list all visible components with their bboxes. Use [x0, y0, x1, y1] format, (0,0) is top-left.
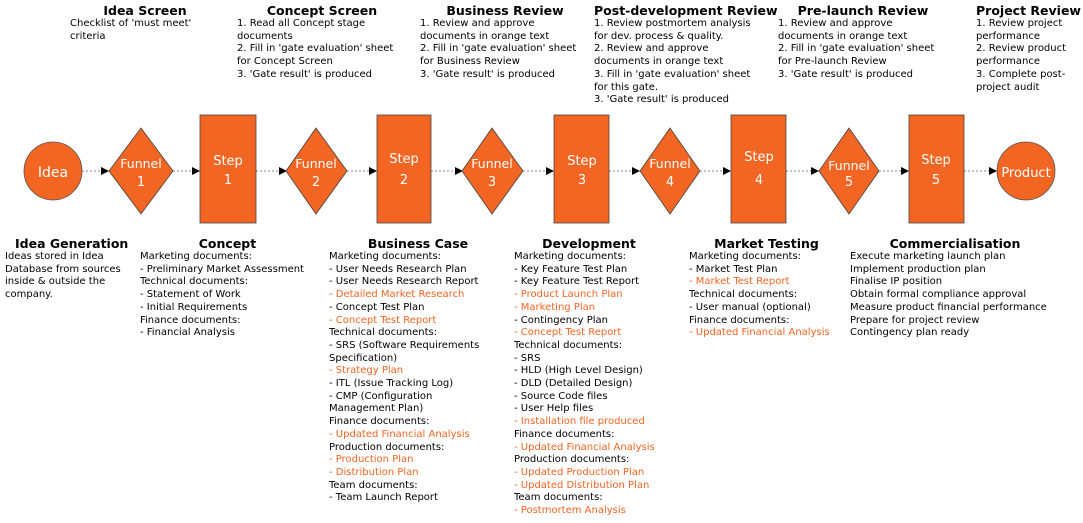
stage-document-item: - User Needs Research Report [329, 276, 479, 288]
funnel-diamond [286, 128, 347, 214]
funnel-label: Funnel [120, 156, 162, 171]
stage-document-item: Technical documents: [689, 289, 798, 301]
stage-document-item: Marketing documents: [140, 251, 253, 262]
stage-document-item: Team documents: [329, 479, 418, 491]
gate-line: for dev. process & quality. [594, 30, 724, 42]
stage-document-item: Technical documents: [514, 339, 623, 351]
step-number: 1 [223, 173, 233, 188]
stage-document-item: - Detailed Market Research [329, 289, 465, 301]
stage-document-item: - Contingency Plan [514, 314, 608, 326]
step-label: Step [389, 152, 419, 167]
stage-document-item: - Concept Test Report [514, 327, 622, 339]
stage-document-item: Technical documents: [140, 276, 249, 288]
gate-line: 2. Review product [976, 43, 1067, 55]
stage-title: Business Case [367, 236, 469, 251]
funnel-number: 2 [311, 175, 321, 190]
stage-document-item: - ITL (Issue Tracking Log) [329, 378, 454, 390]
gate-line: 1. Review and approve [778, 18, 893, 29]
gate-line: 3. Complete post- [976, 68, 1066, 80]
gate-title: Idea Screen [103, 3, 187, 18]
stage-document-item: - Distribution Plan [329, 466, 419, 478]
stage-document-item: Prepare for project review [850, 314, 980, 326]
stage-document-item: - SRS (Software Requirements [329, 339, 480, 351]
stage-document-item: Marketing documents: [514, 251, 627, 262]
stage-document-item: - DLD (Detailed Design) [514, 378, 633, 390]
idea-label: Idea [37, 165, 69, 181]
stage-document-item: - User manual (optional) [689, 301, 811, 313]
gate-line: 1. Review and approve [420, 18, 535, 29]
gate-line: performance [976, 30, 1041, 42]
product-label: Product [1001, 166, 1051, 181]
stage-development [514, 236, 664, 518]
stage-document-item: - Concept Test Plan [329, 301, 425, 313]
gate-line: 3. Fill in 'gate evaluation' sheet [594, 68, 751, 80]
stage-lines [329, 251, 507, 505]
funnel-number: 4 [665, 175, 675, 190]
gate-line: 2. Review and approve [594, 43, 709, 55]
gate-line: project audit [976, 81, 1040, 93]
funnel-3 [462, 128, 523, 214]
funnel-label: Funnel [828, 158, 870, 173]
stage-document-item: Implement production plan [850, 263, 986, 275]
stage-document-item: Specification) [329, 352, 398, 364]
gate-line: for Business Review [420, 56, 520, 68]
funnel-2 [286, 128, 347, 214]
stage-lines [140, 251, 315, 340]
step-4 [731, 115, 786, 223]
stage-title: Concept [198, 236, 257, 251]
step-box [377, 115, 431, 223]
stage-document-item: company. [5, 289, 53, 301]
stage-document-item: - Product Launch Plan [514, 289, 623, 301]
step-3 [554, 115, 609, 223]
stage-document-item: - Team Launch Report [329, 492, 438, 504]
gate-line: 3. 'Gate result' is produced [594, 94, 730, 106]
step-box [200, 115, 256, 223]
step-number: 4 [754, 173, 764, 188]
stage-document-item: Marketing documents: [689, 251, 802, 262]
stage-lines [5, 251, 133, 302]
stage-commercialisation [850, 236, 1060, 340]
stage-document-item: - Financial Analysis [140, 327, 235, 339]
stage-document-item: - User Help files [514, 403, 594, 415]
stage-title: Market Testing [714, 236, 819, 251]
gate-line: criteria [70, 30, 106, 42]
gate-line: documents in orange text [594, 56, 724, 68]
gate-title: Post-development Review [594, 3, 778, 18]
stage-document-item: Team documents: [514, 492, 603, 504]
stage-document-item: Database from sources [5, 263, 121, 275]
funnel-5 [819, 128, 879, 214]
gate-title: Business Review [446, 3, 564, 18]
stage-lines [514, 251, 664, 518]
step-number: 2 [399, 173, 409, 188]
funnel-diamond [109, 128, 173, 214]
stage-document-item: - Production Plan [329, 454, 414, 466]
gate-line: 1. Read all Concept stage [237, 18, 366, 29]
gate-line: documents in orange text [778, 30, 908, 42]
stage-title: Development [542, 236, 636, 251]
stage-document-item: - Updated Financial Analysis [689, 327, 830, 339]
stage-title: Idea Generation [15, 236, 129, 251]
step-2 [377, 115, 431, 223]
stage-document-item: Finance documents: [329, 416, 430, 428]
stage-document-item: - User Needs Research Plan [329, 263, 467, 275]
stage-document-item: - Preliminary Market Assessment [140, 263, 304, 275]
stage-document-item: - Strategy Plan [329, 365, 404, 377]
stage-document-item: Ideas stored in Idea [5, 251, 104, 262]
gate-line: 3. 'Gate result' is produced [420, 68, 556, 80]
stage-document-item: Measure product financial performance [850, 301, 1047, 313]
stage-business-case [329, 236, 507, 505]
stage-document-item: Obtain formal compliance approval [850, 289, 1027, 301]
stage-market-testing [689, 236, 844, 340]
stage-document-item: Finance documents: [514, 428, 615, 440]
product-node [997, 142, 1055, 200]
stage-document-item: Production documents: [514, 454, 630, 466]
funnel-4 [640, 128, 700, 214]
funnel-label: Funnel [471, 156, 513, 171]
stage-lines [850, 251, 1060, 340]
gate-line: 1. Review project [976, 18, 1063, 29]
step-label: Step [567, 154, 597, 169]
gate-line: 3. 'Gate result' is produced [778, 68, 914, 80]
funnel-diamond [462, 128, 523, 214]
step-number: 3 [577, 173, 587, 188]
gate-line: Checklist of 'must meet' [70, 18, 192, 29]
funnel-label: Funnel [295, 156, 337, 171]
stage-document-item: - HLD (High Level Design) [514, 365, 643, 377]
stage-document-item: - Key Feature Test Plan [514, 263, 628, 275]
gate-line: 2. Fill in 'gate evaluation' sheet [778, 43, 935, 55]
stage-document-item: - SRS [514, 352, 541, 364]
stage-document-item: Finance documents: [689, 314, 790, 326]
step-label: Step [213, 154, 243, 169]
stage-document-item: - CMP (Configuration [329, 390, 433, 402]
funnel-diamond [640, 128, 700, 214]
funnel-number: 3 [487, 175, 497, 190]
stage-document-item: Technical documents: [329, 327, 438, 339]
step-1 [200, 115, 256, 223]
stage-document-item: inside & outside the [5, 276, 106, 288]
stage-document-item: - Initial Requirements [140, 301, 248, 313]
step-5 [909, 115, 964, 223]
step-label: Step [921, 153, 951, 168]
funnel-1 [109, 128, 173, 214]
step-box [731, 115, 786, 223]
stage-document-item: - Key Feature Test Report [514, 276, 640, 288]
stage-document-item: - Concept Test Report [329, 314, 437, 326]
idea-node [24, 142, 82, 200]
stage-idea-generation [5, 236, 133, 302]
step-number: 5 [931, 173, 941, 188]
funnel-label: Funnel [649, 156, 691, 171]
gate-title: Concept Screen [266, 3, 378, 18]
stage-title: Commercialisation [889, 236, 1021, 251]
gate-title: Project Review [976, 3, 1081, 18]
stage-document-item: - Postmortem Analysis [514, 505, 626, 517]
stage-document-item: - Updated Financial Analysis [514, 441, 655, 453]
gate-line: 2. Fill in 'gate evaluation' sheet [237, 43, 394, 55]
stage-document-item: - Market Test Plan [689, 263, 778, 275]
stage-document-item: - Updated Financial Analysis [329, 428, 470, 440]
gate-line: 3. 'Gate result' is produced [237, 68, 373, 80]
stage-document-item: - Marketing Plan [514, 301, 596, 313]
stage-document-item: Finance documents: [140, 314, 241, 326]
stage-document-item: - Statement of Work [140, 289, 241, 301]
gate-line: for this gate. [594, 81, 659, 93]
step-box [909, 115, 964, 223]
gate-line: performance [976, 56, 1041, 68]
stage-document-item: - Source Code files [514, 390, 608, 402]
stage-document-item: Execute marketing launch plan [850, 251, 1006, 262]
step-label: Step [744, 150, 774, 165]
gate-title: Pre-launch Review [797, 3, 929, 18]
stage-document-item: Management Plan) [329, 403, 424, 415]
gate-line: documents in orange text [420, 30, 550, 42]
stage-document-item: Production documents: [329, 441, 445, 453]
stage-document-item: - Market Test Report [689, 276, 790, 288]
gate-line: 2. Fill in 'gate evaluation' sheet [420, 43, 577, 55]
step-box [554, 115, 609, 223]
funnel-number: 1 [136, 175, 146, 190]
stage-document-item: - Updated Distribution Plan [514, 479, 650, 491]
stage-document-item: Contingency plan ready [850, 327, 970, 339]
gate-line: documents [237, 30, 293, 42]
stage-concept [140, 236, 315, 340]
stage-document-item: - Installation file produced [514, 416, 645, 428]
stage-document-item: - Updated Production Plan [514, 466, 645, 478]
gate-line: for Pre-launch Review [778, 56, 887, 68]
gate-line: for Concept Screen [237, 56, 333, 68]
funnel-number: 5 [844, 175, 854, 190]
gate-line: 1. Review postmortem analysis [594, 18, 751, 29]
stage-document-item: Marketing documents: [329, 251, 442, 262]
stage-document-item: Finalise IP position [850, 276, 943, 288]
stage-lines [689, 251, 844, 340]
